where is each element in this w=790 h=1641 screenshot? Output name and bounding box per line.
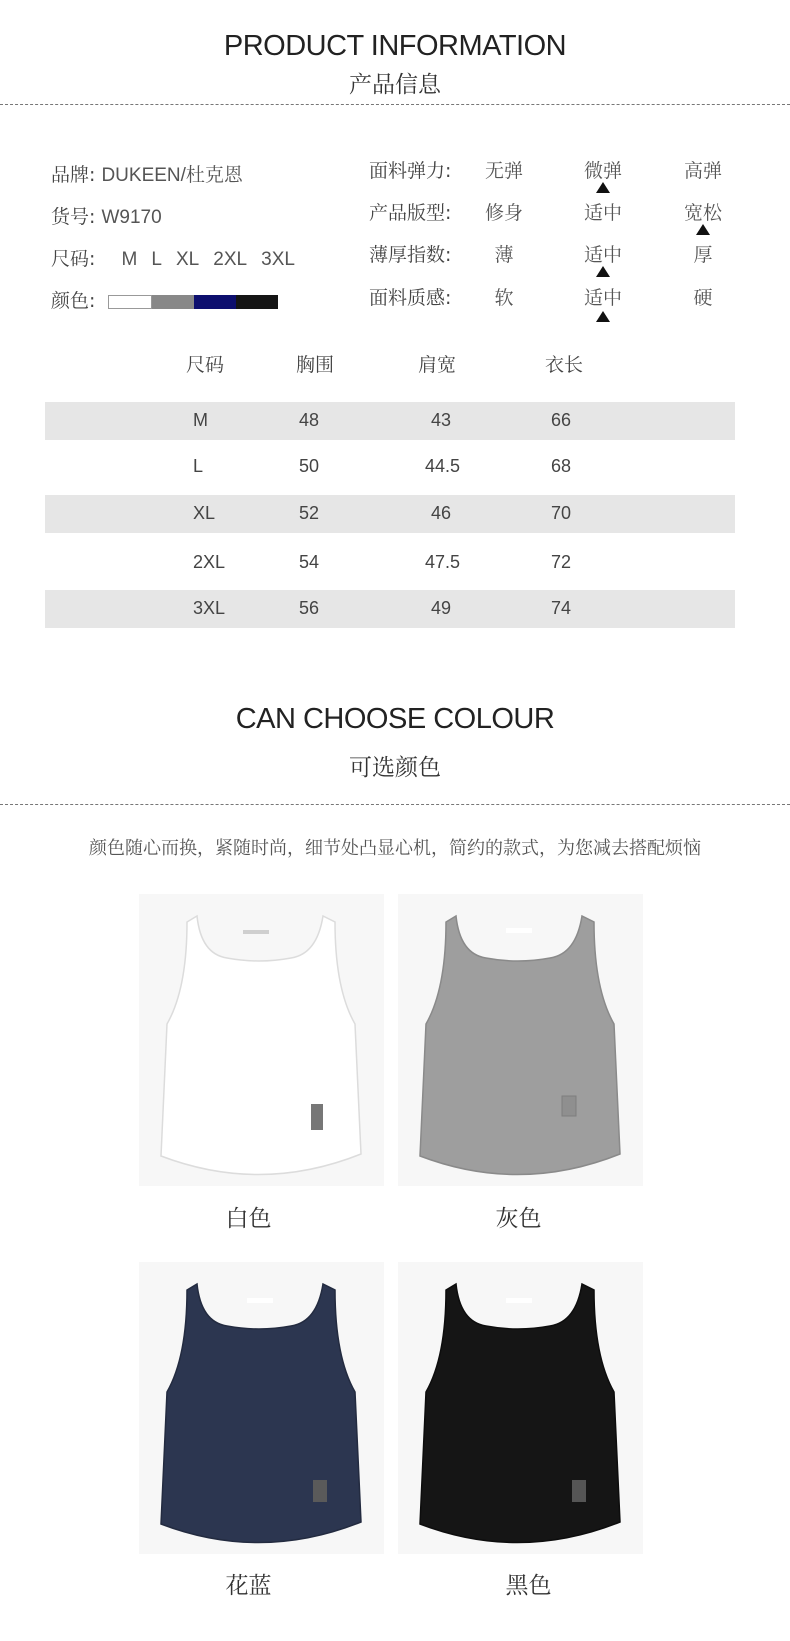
table-row (45, 495, 735, 533)
size-option: XL (176, 249, 200, 270)
table-cell: L (193, 456, 204, 476)
product-label: 灰色 (495, 1206, 542, 1232)
tank-top-navy-image (139, 1262, 384, 1554)
product-card-black[interactable] (398, 1262, 643, 1554)
rating-option: 高弹 (683, 160, 722, 182)
color-swatch (108, 295, 152, 309)
table-cell: 72 (551, 552, 572, 572)
sku-value: W9170 (101, 207, 162, 228)
table-cell: 3XL (193, 598, 226, 618)
table-row (45, 544, 735, 582)
selected-marker-icon (596, 311, 610, 322)
size-option: L (151, 249, 162, 270)
color-swatch (236, 295, 278, 309)
rating-option: 软 (494, 287, 514, 309)
section-divider (0, 104, 790, 105)
color-swatch-bar (108, 295, 278, 309)
size-row (51, 244, 303, 271)
table-row (45, 448, 735, 486)
size-table-header: 衣长 (545, 354, 584, 376)
product-card-white[interactable] (139, 894, 384, 1186)
section-divider (0, 804, 790, 805)
table-cell: 2XL (193, 552, 226, 572)
table-row (45, 590, 735, 628)
color-row (51, 286, 95, 313)
rating-option: 微弹 (583, 160, 622, 182)
table-cell: 68 (551, 456, 572, 476)
product-label: 白色 (225, 1206, 272, 1232)
size-label: 尺码: (51, 248, 96, 270)
table-cell: 46 (431, 503, 452, 523)
product-card-grey[interactable] (398, 894, 643, 1186)
tank-top-black-image (398, 1262, 643, 1554)
rating-option: 硬 (693, 287, 713, 309)
sku-row (51, 202, 162, 229)
table-cell: 52 (299, 503, 320, 523)
rating-option: 无弹 (484, 160, 523, 182)
size-table-header: 尺码 (186, 354, 225, 376)
color-swatch (152, 295, 194, 309)
table-row (45, 402, 735, 440)
table-cell: 56 (299, 598, 320, 618)
selected-marker-icon (696, 224, 710, 235)
table-cell: 66 (551, 410, 572, 430)
colour-tagline: 颜色随心而换，紧随时尚，细节处凸显心机，简约的款式，为您减去搭配烦恼 (89, 838, 701, 859)
table-cell: 48 (299, 410, 320, 430)
size-table-header: 肩宽 (418, 354, 457, 376)
table-cell: 43 (431, 410, 452, 430)
table-cell: 49 (431, 598, 452, 618)
rating-label: 面料质感: (369, 287, 452, 309)
tank-top-grey-image (398, 894, 643, 1186)
rating-option: 宽松 (683, 202, 722, 224)
size-option: M (121, 249, 138, 270)
rating-label: 薄厚指数: (369, 244, 452, 266)
table-cell: 47.5 (425, 552, 461, 572)
table-cell: 50 (299, 456, 320, 476)
tank-top-white-image (139, 894, 384, 1186)
brand-value: DUKEEN/杜克恩 (101, 165, 243, 186)
table-cell: XL (193, 503, 216, 523)
color-label: 颜色: (51, 290, 96, 312)
rating-option: 适中 (583, 287, 622, 309)
colour-section-title-cn: 可选颜色 (349, 755, 441, 781)
table-cell: 54 (299, 552, 320, 572)
table-cell: 70 (551, 503, 572, 523)
selected-marker-icon (596, 266, 610, 277)
product-info-title-en: PRODUCT INFORMATION (223, 30, 567, 62)
rating-label: 产品版型: (369, 202, 452, 224)
product-label: 花蓝 (225, 1573, 272, 1599)
table-cell: M (193, 410, 208, 430)
table-cell: 44.5 (425, 456, 461, 476)
brand-row (51, 160, 243, 187)
rating-option: 适中 (583, 202, 622, 224)
brand-label: 品牌: (51, 164, 96, 186)
size-option: 2XL (213, 249, 248, 270)
sku-label: 货号: (51, 206, 96, 228)
rating-option: 厚 (693, 244, 713, 266)
product-info-title-cn: 产品信息 (349, 72, 441, 98)
color-swatch (194, 295, 236, 309)
size-table-header: 胸围 (296, 354, 335, 376)
table-cell: 74 (551, 598, 572, 618)
rating-option: 薄 (494, 244, 514, 266)
product-label: 黑色 (505, 1573, 552, 1599)
selected-marker-icon (596, 182, 610, 193)
colour-section-title-en: CAN CHOOSE COLOUR (235, 703, 555, 735)
rating-option: 适中 (583, 244, 622, 266)
product-card-navy[interactable] (139, 1262, 384, 1554)
rating-label: 面料弹力: (369, 160, 452, 182)
rating-option: 修身 (484, 202, 523, 224)
size-option: 3XL (261, 249, 295, 270)
